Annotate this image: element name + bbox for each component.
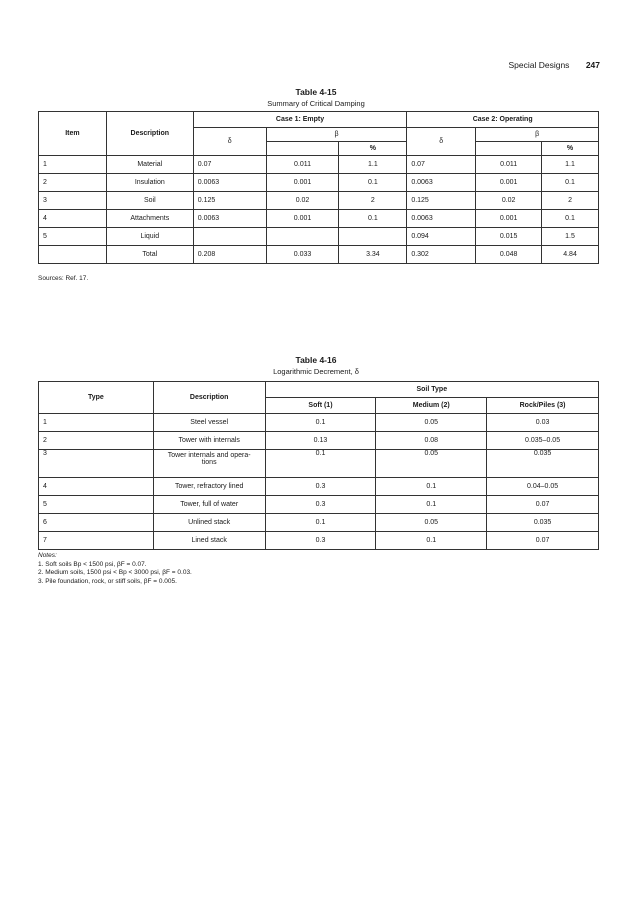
header-medium: Medium (2) xyxy=(376,398,487,414)
header-case1: Case 1: Empty xyxy=(193,112,407,128)
cell-type: 2 xyxy=(39,432,154,450)
cell-c2-delta: 0.094 xyxy=(407,228,476,246)
cell-medium: 0.1 xyxy=(376,532,487,550)
note-item: 2. Medium soils, 1500 psi < Bp < 3000 psi, βF = 0.03. xyxy=(38,569,192,576)
table-row xyxy=(39,432,599,450)
cell-medium: 0.05 xyxy=(376,450,487,478)
table-row xyxy=(39,174,599,192)
table-row xyxy=(39,192,599,210)
cell-c2-delta: 0.125 xyxy=(407,192,476,210)
cell-medium: 0.1 xyxy=(376,478,487,496)
header-case1-beta: β xyxy=(266,128,407,142)
cell-item: 5 xyxy=(39,228,107,246)
cell-c1-pct: 3.34 xyxy=(339,246,407,264)
table-row xyxy=(39,496,599,514)
cell-c2-delta: 0.0063 xyxy=(407,210,476,228)
cell-type: 6 xyxy=(39,514,154,532)
note-item: 1. Soft soils Bp < 1500 psi, βF = 0.07. xyxy=(38,560,147,568)
cell-desc: Total xyxy=(106,246,193,264)
cell-soft: 0.13 xyxy=(265,432,376,450)
table-row xyxy=(39,156,599,174)
cell-desc: Lined stack xyxy=(153,532,265,550)
header-case1-percent: % xyxy=(339,142,407,156)
header-case2-beta-blank xyxy=(476,142,542,156)
note-item: 3. Pile foundation, rock, or stiff soils, βF = 0.005. xyxy=(38,577,177,585)
cell-c1-beta: 0.033 xyxy=(266,246,339,264)
cell-c2-beta: 0.02 xyxy=(476,192,542,210)
cell-c1-pct: 2 xyxy=(339,192,407,210)
cell-type: 4 xyxy=(39,478,154,496)
header-case2-beta: β xyxy=(476,128,599,142)
table-16-subtitle: Logarithmic Decrement, δ xyxy=(273,367,359,376)
cell-c1-beta: 0.02 xyxy=(266,192,339,210)
notes-heading: Notes: xyxy=(38,552,57,559)
cell-desc: Material xyxy=(106,156,193,174)
cell-c2-beta: 0.011 xyxy=(476,156,542,174)
cell-soft: 0.3 xyxy=(265,532,376,550)
cell-c2-pct: 1.1 xyxy=(542,156,599,174)
cell-c2-pct: 1.5 xyxy=(542,228,599,246)
table-row xyxy=(39,210,599,228)
cell-c1-beta xyxy=(266,228,339,246)
cell-c2-pct: 4.84 xyxy=(542,246,599,264)
cell-rock: 0.04–0.05 xyxy=(487,478,599,496)
header-item: Item xyxy=(39,112,107,156)
cell-desc: Insulation xyxy=(106,174,193,192)
table-row xyxy=(39,450,599,478)
cell-soft: 0.3 xyxy=(265,478,376,496)
cell-type: 7 xyxy=(39,532,154,550)
cell-rock: 0.035–0.05 xyxy=(487,432,599,450)
cell-type: 3 xyxy=(39,450,154,478)
cell-rock: 0.03 xyxy=(487,414,599,432)
cell-c1-delta: 0.0063 xyxy=(193,210,266,228)
cell-desc: Unlined stack xyxy=(153,514,265,532)
cell-desc: Tower internals and opera-tions xyxy=(153,450,265,478)
cell-desc: Tower with internals xyxy=(153,432,265,450)
cell-desc: Liquid xyxy=(106,228,193,246)
cell-c1-delta: 0.125 xyxy=(193,192,266,210)
cell-desc: Tower, full of water xyxy=(153,496,265,514)
cell-desc: Attachments xyxy=(106,210,193,228)
cell-rock: 0.035 xyxy=(487,514,599,532)
cell-desc: Steel vessel xyxy=(153,414,265,432)
header-case2-delta: δ xyxy=(407,128,476,156)
header-case1-delta: δ xyxy=(193,128,266,156)
cell-soft: 0.1 xyxy=(265,414,376,432)
cell-c2-delta: 0.302 xyxy=(407,246,476,264)
cell-c1-delta xyxy=(193,228,266,246)
cell-c1-pct: 0.1 xyxy=(339,174,407,192)
cell-item xyxy=(39,246,107,264)
header-description: Description xyxy=(106,112,193,156)
header-case1-beta-blank xyxy=(266,142,339,156)
table-row xyxy=(39,228,599,246)
running-head xyxy=(508,60,600,70)
page-number: 247 xyxy=(585,60,600,70)
cell-c1-delta: 0.0063 xyxy=(193,174,266,192)
header-case2-percent: % xyxy=(542,142,599,156)
section-title: Special Designs xyxy=(508,60,570,70)
cell-medium: 0.08 xyxy=(376,432,487,450)
table-16-title: Table 4-16 xyxy=(295,355,337,365)
cell-c2-beta: 0.015 xyxy=(476,228,542,246)
cell-c2-delta: 0.07 xyxy=(407,156,476,174)
cell-type: 1 xyxy=(39,414,154,432)
cell-desc: Tower, refractory lined xyxy=(153,478,265,496)
header-case2: Case 2: Operating xyxy=(407,112,599,128)
log-decrement-table xyxy=(38,381,599,550)
cell-medium: 0.1 xyxy=(376,496,487,514)
table-15-sources: Sources: Ref. 17. xyxy=(38,275,89,282)
cell-soft: 0.1 xyxy=(265,450,376,478)
critical-damping-table xyxy=(38,111,599,264)
table-row xyxy=(39,478,599,496)
table-row xyxy=(39,514,599,532)
header-soil-type: Soil Type xyxy=(265,382,598,398)
cell-c1-beta: 0.001 xyxy=(266,210,339,228)
cell-c2-pct: 2 xyxy=(542,192,599,210)
table-row xyxy=(39,532,599,550)
cell-rock: 0.07 xyxy=(487,532,599,550)
cell-type: 5 xyxy=(39,496,154,514)
table-row xyxy=(39,414,599,432)
cell-item: 2 xyxy=(39,174,107,192)
cell-c1-delta: 0.208 xyxy=(193,246,266,264)
cell-c2-delta: 0.0063 xyxy=(407,174,476,192)
cell-medium: 0.05 xyxy=(376,514,487,532)
cell-rock: 0.07 xyxy=(487,496,599,514)
cell-c2-beta: 0.001 xyxy=(476,210,542,228)
cell-c1-beta: 0.011 xyxy=(266,156,339,174)
table-16-notes xyxy=(38,552,192,586)
cell-c2-pct: 0.1 xyxy=(542,174,599,192)
cell-c2-beta: 0.048 xyxy=(476,246,542,264)
cell-c1-pct: 0.1 xyxy=(339,210,407,228)
cell-soft: 0.3 xyxy=(265,496,376,514)
cell-soft: 0.1 xyxy=(265,514,376,532)
cell-c1-delta: 0.07 xyxy=(193,156,266,174)
cell-medium: 0.05 xyxy=(376,414,487,432)
header-rock-piles: Rock/Piles (3) xyxy=(487,398,599,414)
header-type: Type xyxy=(39,382,154,414)
cell-c1-beta: 0.001 xyxy=(266,174,339,192)
header-description: Description xyxy=(153,382,265,414)
cell-item: 1 xyxy=(39,156,107,174)
cell-desc: Soil xyxy=(106,192,193,210)
cell-item: 4 xyxy=(39,210,107,228)
cell-c2-beta: 0.001 xyxy=(476,174,542,192)
table-15-subtitle: Summary of Critical Damping xyxy=(267,99,365,108)
cell-c1-pct xyxy=(339,228,407,246)
cell-item: 3 xyxy=(39,192,107,210)
table-15-title: Table 4-15 xyxy=(295,87,337,97)
table-row xyxy=(39,246,599,264)
cell-rock: 0.035 xyxy=(487,450,599,478)
header-soft: Soft (1) xyxy=(265,398,376,414)
cell-c2-pct: 0.1 xyxy=(542,210,599,228)
cell-c1-pct: 1.1 xyxy=(339,156,407,174)
